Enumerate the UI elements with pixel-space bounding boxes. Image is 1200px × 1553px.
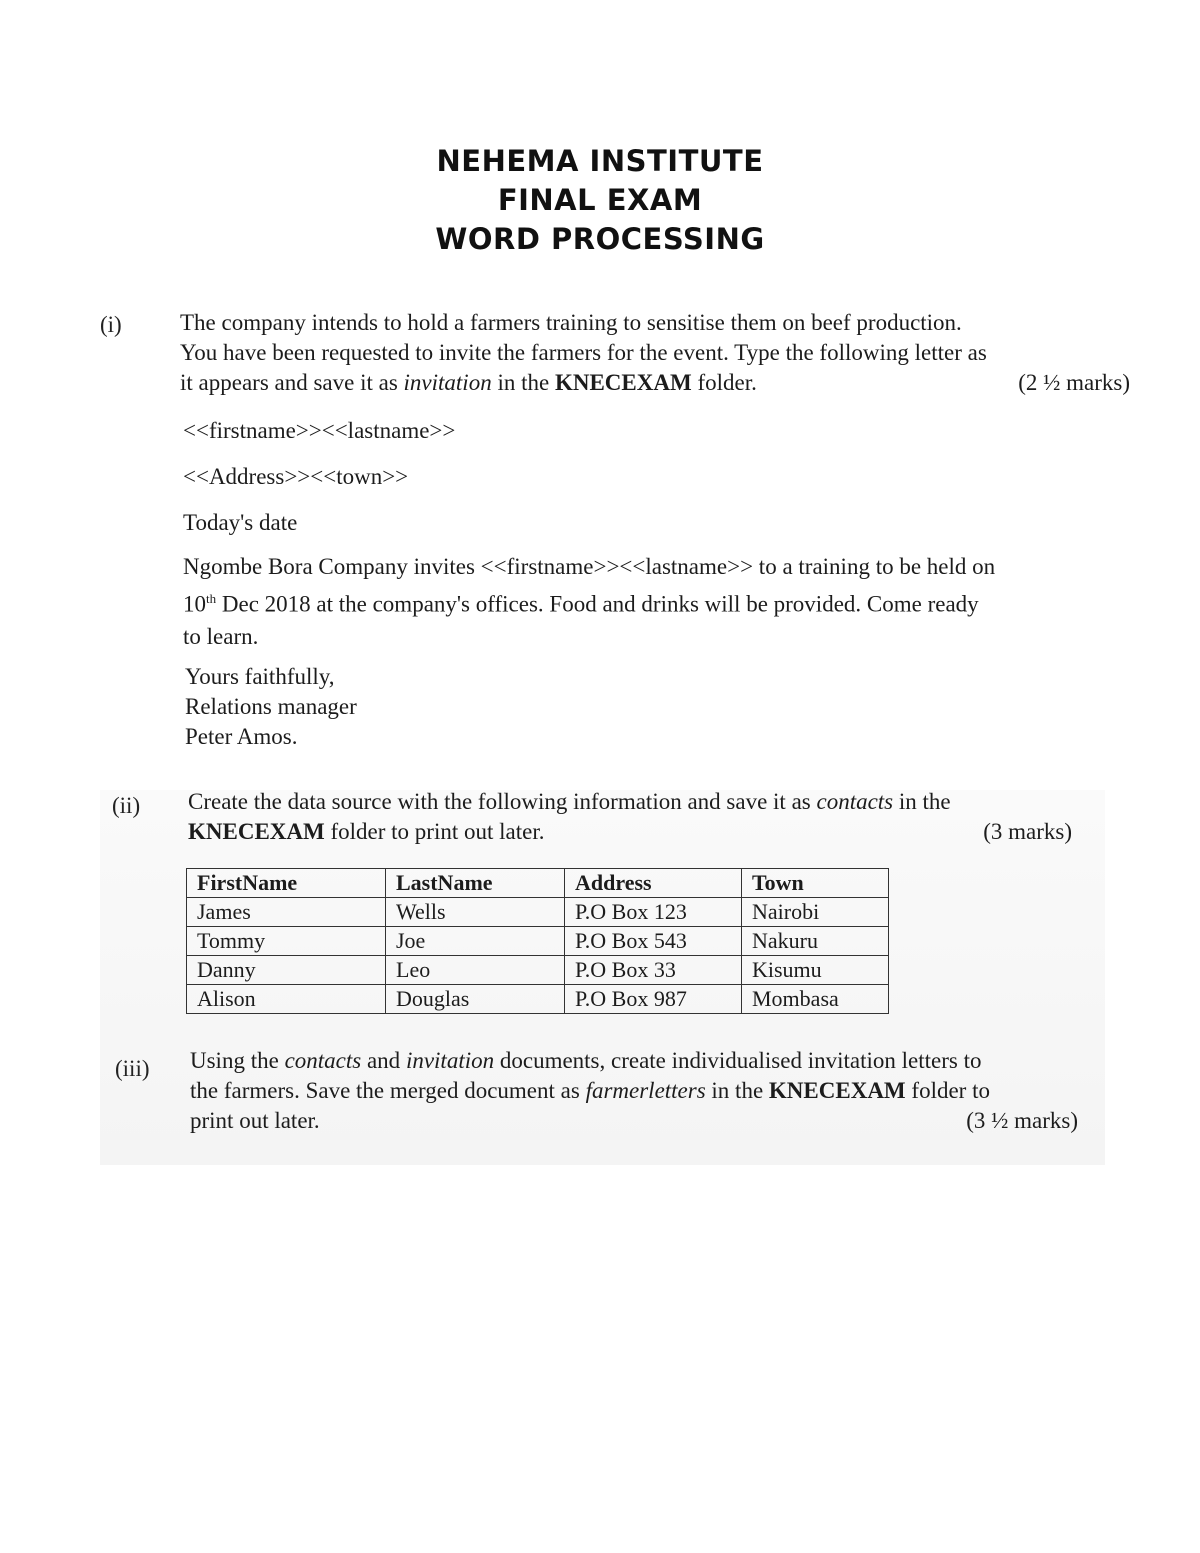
name-merge-fields: <<firstname>><<lastname>>: [183, 418, 456, 443]
table-cell: Danny: [187, 956, 386, 985]
institute-title: NEHEMA INSTITUTE: [436, 144, 764, 178]
data-source-table: [186, 868, 889, 1014]
q1-line-2: You have been requested to invite the farmers for the event. Type the following letter as: [180, 340, 987, 365]
subject-title: WORD PROCESSING: [435, 222, 765, 256]
exam-header: [0, 142, 1200, 259]
question-2-text: Create the data source with the following information and save it as contacts in the KNECEXAM folder to print out later. (3 marks): [188, 787, 1072, 847]
exam-title: FINAL EXAM: [497, 183, 703, 217]
column-header: LastName: [386, 869, 565, 898]
closing: Yours faithfully,: [185, 664, 335, 689]
column-header: FirstName: [187, 869, 386, 898]
address-merge-fields: <<Address>><<town>>: [183, 464, 409, 489]
table-row: [187, 898, 889, 927]
question-3-text: Using the contacts and invitation documents, create individualised invitation letters to the farmers. Save the merged document as farmerletters in the KNECEXAM folder to print out later. (3 ½ marks): [190, 1046, 1078, 1136]
table-row: [187, 927, 889, 956]
table-row: [187, 985, 889, 1014]
column-header: Town: [742, 869, 889, 898]
q1-marks: (2 ½ marks): [1018, 370, 1130, 395]
q1-line-3: it appears and save it as invitation in the KNECEXAM folder. (2 ½ marks): [180, 368, 1130, 398]
q2-marks: (3 marks): [983, 819, 1072, 844]
table-cell: P.O Box 33: [565, 956, 742, 985]
q1-line-1: The company intends to hold a farmers training to sensitise them on beef production.: [180, 310, 962, 335]
question-number-3: (iii): [115, 1056, 150, 1081]
table-header-row: [187, 869, 889, 898]
table-cell: Douglas: [386, 985, 565, 1014]
signer-role: Relations manager: [185, 694, 357, 719]
table-cell: Mombasa: [742, 985, 889, 1014]
table-cell: Nakuru: [742, 927, 889, 956]
table-cell: Kisumu: [742, 956, 889, 985]
table-cell: Nairobi: [742, 898, 889, 927]
table-cell: Leo: [386, 956, 565, 985]
letter-signature: [185, 662, 357, 752]
table-cell: Joe: [386, 927, 565, 956]
table-cell: P.O Box 123: [565, 898, 742, 927]
table-row: [187, 956, 889, 985]
column-header: Address: [565, 869, 742, 898]
question-number-2: (ii): [112, 793, 141, 818]
table-cell: James: [187, 898, 386, 927]
table-cell: P.O Box 543: [565, 927, 742, 956]
letter-date: Today's date: [183, 510, 298, 535]
q3-marks: (3 ½ marks): [966, 1108, 1078, 1133]
letter-body: Ngombe Bora Company invites <<firstname>><<lastname>> to a training to be held on 10th Dec 2018 at the company's offices. Food and drinks will be provided. Come ready to learn.: [183, 554, 996, 649]
table-cell: P.O Box 987: [565, 985, 742, 1014]
signer-name: Peter Amos.: [185, 724, 298, 749]
table-cell: Alison: [187, 985, 386, 1014]
question-1-text: [180, 308, 1130, 398]
table-cell: Wells: [386, 898, 565, 927]
table-cell: Tommy: [187, 927, 386, 956]
question-number-1: (i): [100, 312, 122, 337]
